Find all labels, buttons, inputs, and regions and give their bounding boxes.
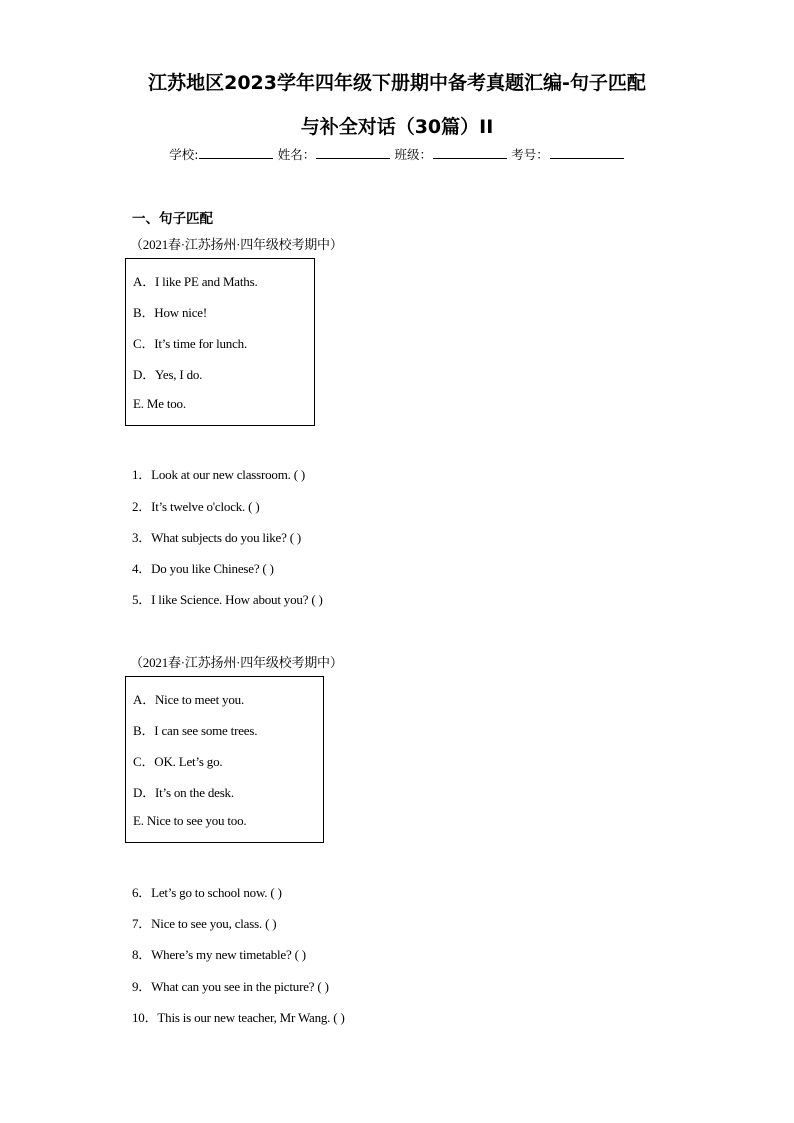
question-item: 10．This is our new teacher, Mr Wang. ( ) <box>132 1010 345 1025</box>
student-info-line <box>0 145 794 163</box>
options-box <box>125 676 324 843</box>
question-item: 8．Where’s my new timetable? ( ) <box>132 947 306 962</box>
option-item: C．It’s time for lunch. <box>133 336 248 351</box>
question-item: 7．Nice to see you, class. ( ) <box>132 916 277 931</box>
name-field[interactable] <box>316 146 390 159</box>
name-label: 姓名： <box>277 147 316 162</box>
source-note: （2021春·江苏扬州·四年级校考期中） <box>130 237 343 252</box>
section-heading: 一、句子匹配 <box>132 211 213 227</box>
exam-number-label: 考号： <box>511 147 549 162</box>
option-item: B．How nice! <box>133 305 207 320</box>
question-item: 6．Let’s go to school now. ( ) <box>132 885 282 900</box>
option-item: A．Nice to meet you. <box>133 692 245 707</box>
question-item: 5．I like Science. How about you? ( ) <box>132 592 323 607</box>
option-item: D．It’s on the desk. <box>133 785 234 800</box>
options-box <box>125 258 315 426</box>
exam-number-field[interactable] <box>550 146 624 159</box>
source-note: （2021春·江苏扬州·四年级校考期中） <box>130 655 343 670</box>
school-label: 学校: <box>169 147 199 162</box>
question-item: 2．It’s twelve o'clock. ( ) <box>132 499 260 514</box>
option-item: E. Nice to see you too. <box>133 813 247 828</box>
option-item: C．OK. Let’s go. <box>133 754 223 769</box>
question-item: 3．What subjects do you like? ( ) <box>132 530 302 545</box>
question-item: 9．What can you see in the picture? ( ) <box>132 979 329 994</box>
option-item: A．I like PE and Maths. <box>133 274 258 289</box>
school-field[interactable] <box>199 146 273 159</box>
option-item: E. Me too. <box>133 396 186 411</box>
question-item: 1．Look at our new classroom. ( ) <box>132 467 306 482</box>
option-item: D．Yes, I do. <box>133 367 203 382</box>
option-item: B．I can see some trees. <box>133 723 258 738</box>
page-subtitle: 与补全对话（30篇）II <box>300 116 494 138</box>
class-field[interactable] <box>433 146 507 159</box>
question-item: 4．Do you like Chinese? ( ) <box>132 561 274 576</box>
class-label: 班级： <box>394 147 432 162</box>
page-title: 江苏地区2023学年四年级下册期中备考真题汇编-句子匹配 <box>148 72 646 94</box>
